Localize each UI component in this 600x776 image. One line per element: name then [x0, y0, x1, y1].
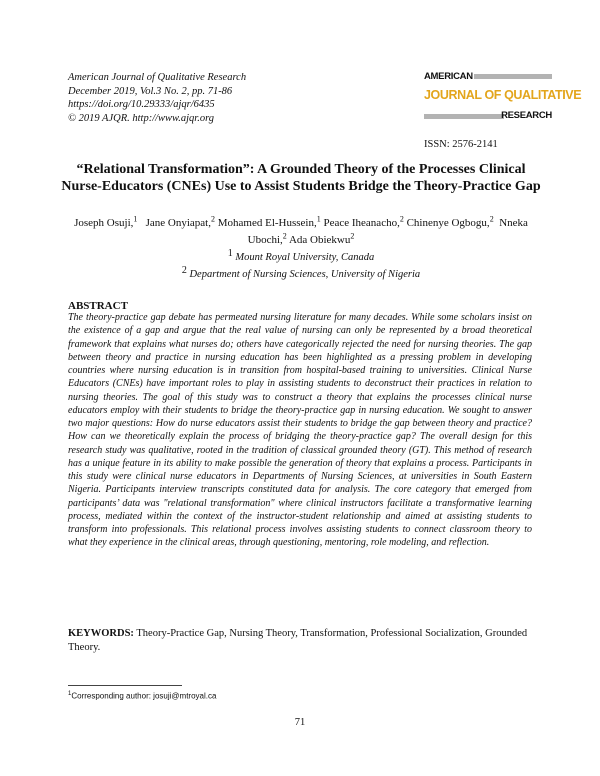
journal-copyright: © 2019 AJQR. http://www.ajqr.org — [68, 112, 215, 124]
abstract-body: The theory-practice gap debate has permeated nursing literature for many decades. While some scholars insist on the existence of a gap and argue that the real value of nursing can only be represented by a broad theoretical framework that explains what nurses do; others have categorically rejected the need for nursing theories. The gap between theory and practice in nursing education has been highlighted as a pressing problem in developing countries where nursing education is in transition from hospital-based training to universities. Clinical Nurse Educators (CNEs) have important roles to play in assisting students to deconstruct their practices in relation to nursing theories. The goal of this study was to construct a theory that explains the processes clinical nurse educators employ with their students to bridge the theory-practice gap in nursing education. We sought to answer two major questions: How do nurse educators assist their students to bridge the gap between theory and practice? How can we theoretically explain the process of bridging the theory-practice gap? The overall design for this research study was qualitative, rooted in the tradition of classical grounded theory (GT). This method of research has a unique feature in its ability to make possible the generation of theory that explains a process. Participants in this study were clinical nurse educators in Departments of Nursing Sciences, at universities in South Eastern Nigeria. Participants interview transcripts constituted data for analysis. The core category that emerged from participants’ data was "relational transformation" where clinical instructors facilitate a transformative learning process, mediated within the context of the instructor-student relationship and aimed at assisting students to transform into professionals. This relational process involves assisting students to connect classroom theory to what they experience in the clinical areas, through questioning, mentoring, role modeling, and reflection. — [68, 312, 532, 549]
abstract-heading: ABSTRACT — [68, 300, 128, 312]
paper-title: “Relational Transformation”: A Grounded Theory of the Processes Clinical Nurse-Educators (CNEs) Use to Assist Students Bridge the Theory-Practice Gap — [61, 162, 541, 194]
journal-name: American Journal of Qualitative Research — [68, 72, 247, 83]
logo-top-text: AMERICAN — [424, 71, 473, 82]
footnote-divider — [68, 685, 182, 686]
author: Ada Obiekwu$^2$ — [288, 231, 355, 247]
author-list — [60, 212, 542, 247]
keywords-text: Theory-Practice Gap, Nursing Theory, Transformation, Professional Socialization, Grounded Theory. — [68, 628, 528, 653]
journal-doi[interactable]: https://doi.org/10.29333/ajqr/6435 — [68, 99, 215, 110]
page-number: 71 — [294, 717, 306, 728]
journal-issue: December 2019, Vol.3 No. 2, pp. 71-86 — [68, 85, 233, 97]
logo-bottom-text: RESEARCH — [501, 110, 552, 121]
keywords-label: KEYWORDS: — [68, 628, 134, 639]
author: Chinenye Ogbogu,$^2$ — [406, 214, 494, 229]
author: Peace Iheanacho,$^2$ — [323, 214, 404, 229]
journal-logo — [424, 70, 582, 126]
footnote: $^1$Corresponding author: josuji@mtroyal.ca — [68, 691, 217, 701]
keywords — [68, 627, 532, 654]
affiliation-2: $^2$ Department of Nursing Sciences, University of Nigeria — [181, 265, 421, 280]
affiliation-1: $^1$ Mount Royal University, Canada — [227, 248, 375, 263]
author: Jane Onyiapat,$^2$ — [145, 214, 215, 229]
author: Joseph Osuji,$^1$ — [74, 214, 138, 229]
logo-middle-text: JOURNAL OF QUALITATIVE — [424, 88, 582, 102]
author: Nneka Ubochi,$^2$ — [247, 216, 528, 247]
author: Mohamed El-Hussein,$^1$ — [217, 214, 321, 229]
journal-info — [68, 71, 246, 125]
issn: ISSN: 2576-2141 — [424, 139, 498, 150]
